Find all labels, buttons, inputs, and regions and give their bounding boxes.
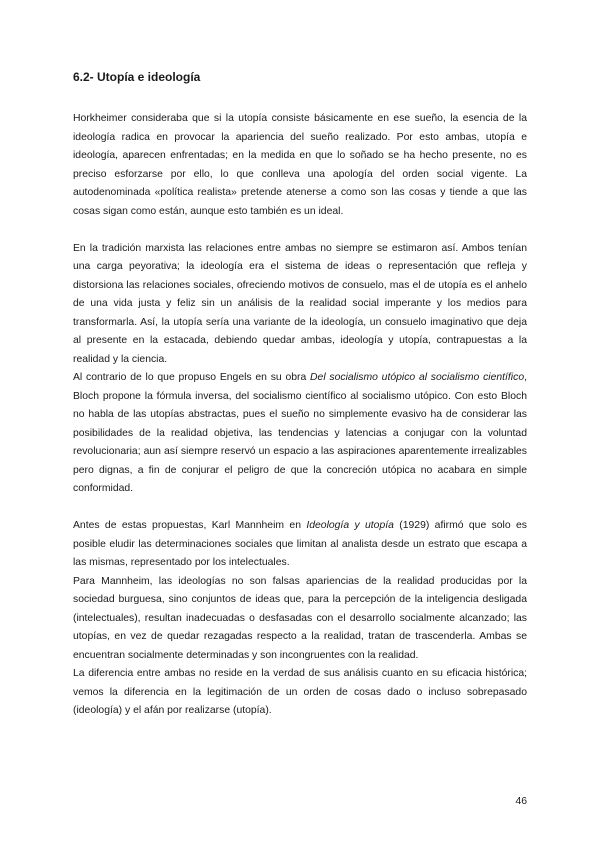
bloch-text-after: , Bloch propone la fórmula inversa, del socialismo científico al socialismo utópico. Con esto Bloch no habla de las utopías abstractas, pues el sueño no simplemente evasivo ha de considerar las posibilidades de la realidad objetiva, las tendencias y latencias a conjugar con la voluntad revolucionaria; aun así siempre reservó un espacio a las aspiraciones aparentemente irrealizables pero dignas, a fin de conjurar el peligro de que la concreción utópica no acabara en simple conformidad. bbox=[73, 372, 527, 494]
paragraph-marxist-tradition: En la tradición marxista las relaciones entre ambas no siempre se estimaron así. Ambos tenían una carga peyorativa; la ideología era el sistema de ideas o representación que refleja y distorsiona las relaciones sociales, ofreciendo motivos de consuelo, mas el de utopía es el anhelo de una vida justa y feliz sin un análisis de la realidad social imperante y los medios para transformarla. Así, la utopía sería una variante de la ideología, un consuelo imaginativo que deja al presente en la estacada, debiendo quedar ambas, ideología y utopía, contrapuestas a la realidad y la ciencia. bbox=[73, 242, 527, 365]
paragraph-spacer bbox=[73, 499, 527, 518]
page-number: 46 bbox=[515, 796, 527, 807]
paragraph-horkheimer: Horkheimer consideraba que si la utopía consiste básicamente en ese sueño, la esencia de la ideología radica en provocar la apariencia del sueño realizado. Por esto ambas, utopía e ideología, aparecen enfrentadas; en la medida en que lo soñado se ha hecho presente, no es preciso esforzarse por ello, lo que conlleva una apología del orden social vigente. La autodenominada «política realista» pretende atenerse a como son las cosas y tiende a que las cosas sigan como están, aunque esto también es un ideal. bbox=[73, 113, 527, 217]
mannheim-book-title: Ideología y utopía bbox=[306, 520, 394, 531]
mannheim-text-before: Antes de estas propuestas, Karl Mannheim en bbox=[73, 520, 307, 531]
document-page bbox=[73, 68, 527, 721]
mannheim-text-after: (1929) afirmó que solo es posible eludir las determinaciones sociales que limitan al analista desde un estrato que escapa a las mismas, representado por los intelectuales. bbox=[73, 520, 527, 568]
paragraph-mannheim-intro bbox=[73, 517, 527, 573]
engels-book-title: Del socialismo utópico al socialismo científico bbox=[310, 372, 525, 383]
paragraph-bloch bbox=[73, 369, 527, 499]
paragraph-difference: La diferencia entre ambas no reside en la verdad de sus análisis cuanto en su eficacia histórica; vemos la diferencia en la legitimación de un orden de cosas dado o incluso sobrepasado (ideología) y el afán por realizarse (utopía). bbox=[73, 668, 527, 716]
bloch-text-before: Al contrario de lo que propuso Engels en su obra bbox=[73, 372, 311, 383]
paragraph-mannheim-ideologies: Para Mannheim, las ideologías no son falsas apariencias de la realidad producidas por la sociedad burguesa, sino conjuntos de ideas que, para la percepción de la inteligencia desligada (intelectuales), resultan inadecuadas o desfasadas con el desarrollo socialmente alcanzado; las utopías, en vez de quedar rezagadas respecto a la realidad, tratan de trascenderla. Ambas se encuentran socialmente determinadas y son incongruentes con la realidad. bbox=[73, 575, 527, 661]
paragraph-spacer bbox=[73, 221, 527, 240]
section-heading: 6.2- Utopía e ideología bbox=[73, 70, 201, 84]
